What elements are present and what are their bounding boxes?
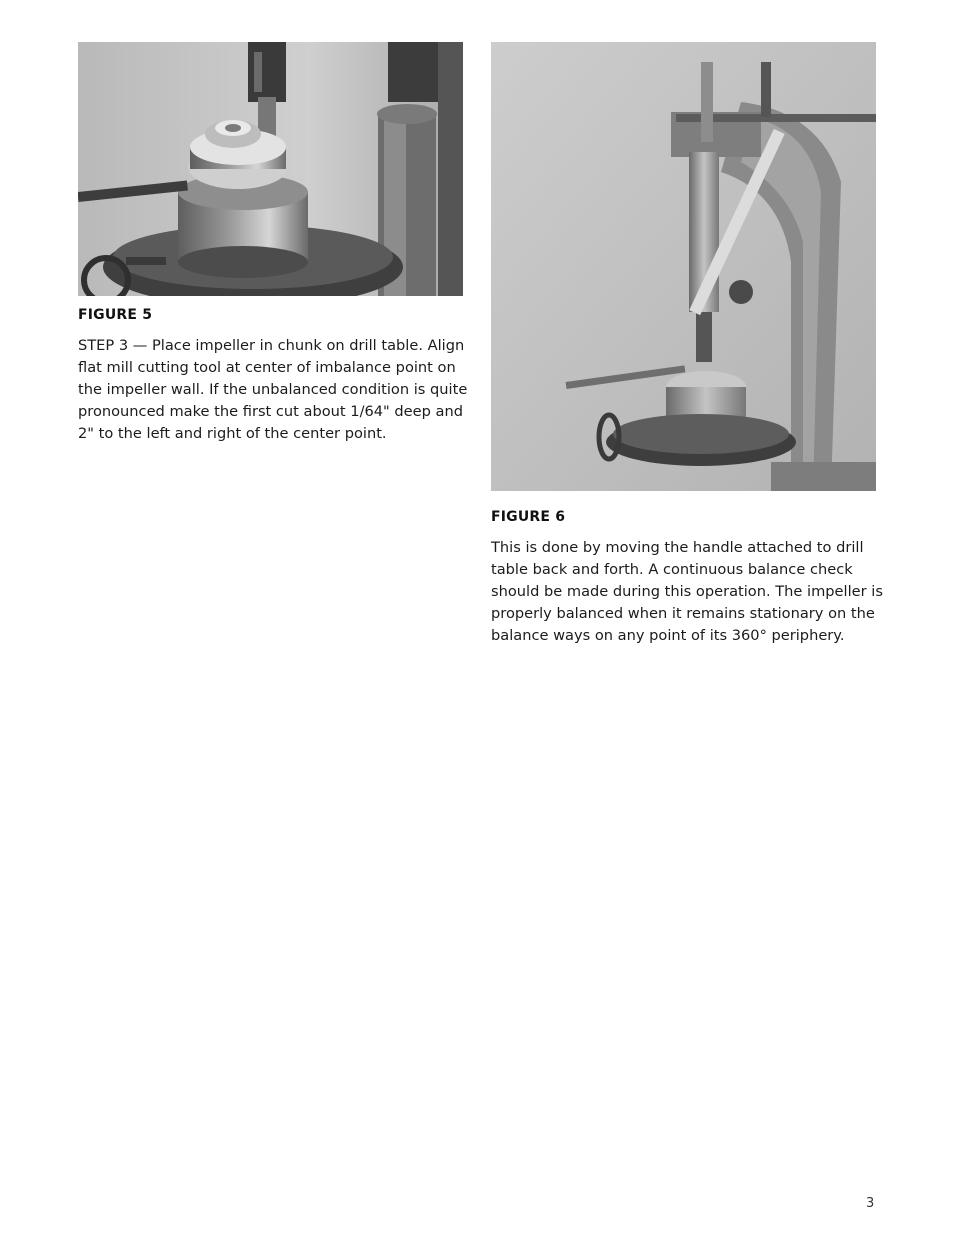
figure-5-photo [78, 42, 463, 296]
text-line: the impeller wall. If the unbalanced condition is quite [78, 381, 468, 398]
figure-5-caption: FIGURE 5 [78, 307, 153, 323]
figure-5-step-text [78, 335, 468, 445]
figure-6-description [491, 537, 883, 647]
text-line: table back and forth. A continuous balance check [491, 561, 853, 578]
figure-6-photo [491, 42, 876, 491]
text-line: should be made during this operation. The impeller is [491, 583, 883, 600]
text-line: balance ways on any point of its 360° periphery. [491, 627, 845, 644]
text-line: flat mill cutting tool at center of imbalance point on [78, 359, 456, 376]
text-line: STEP 3 — Place impeller in chunk on drill table. Align [78, 337, 465, 354]
text-line: 2" to the left and right of the center point. [78, 425, 387, 442]
text-line: This is done by moving the handle attached to drill [491, 539, 864, 556]
text-line: pronounced make the first cut about 1/64" deep and [78, 403, 463, 420]
figure-6-caption: FIGURE 6 [491, 509, 566, 525]
page-number: 3 [866, 1196, 875, 1211]
text-line: properly balanced when it remains stationary on the [491, 605, 875, 622]
